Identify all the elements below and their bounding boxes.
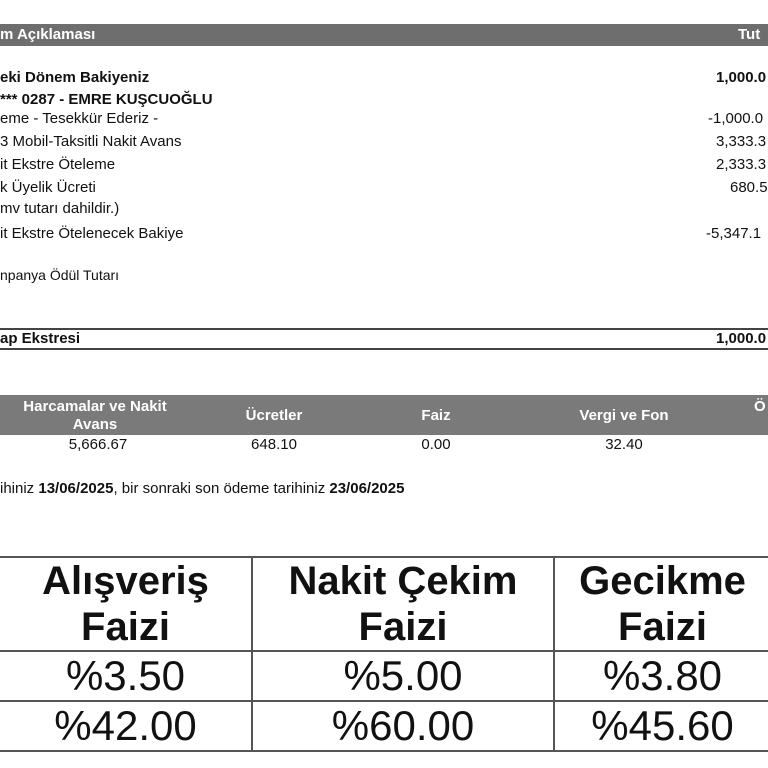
summary-header-cut: Ö — [754, 398, 766, 415]
item-label-deferral: it Ekstre Öteleme — [0, 156, 116, 173]
item-value-deferral: 2,333.3 — [716, 156, 767, 173]
statement-total-label: ap Ekstresi — [0, 330, 81, 347]
item-label-tax-note: mv tutarı dahildir.) — [0, 200, 120, 217]
item-label-deferred-balance: it Ekstre Ötelenecek Bakiye — [0, 225, 184, 242]
total-bottom-rule — [0, 348, 768, 350]
item-value-membership-fee: 680.5 — [730, 179, 768, 196]
rate-monthly-row — [0, 651, 768, 701]
interest-rate-table — [0, 556, 768, 752]
shopping-interest-header: Alışveriş Faizi — [0, 557, 252, 651]
late-interest-header: Gecikme Faizi — [554, 557, 768, 651]
item-label-payment: eme - Tesekkür Ederiz - — [0, 110, 159, 127]
summary-header-bar — [0, 395, 768, 435]
cash-rate-monthly: %5.00 — [252, 651, 554, 701]
summary-header-fees: Ücretler — [245, 407, 303, 424]
item-value-cash-advance: 3,333.3 — [716, 133, 767, 150]
shopping-rate-monthly: %3.50 — [0, 651, 252, 701]
previous-balance-value: 1,000.0 — [716, 69, 767, 86]
due-date-current: 13/06/2025 — [38, 480, 114, 497]
cash-withdrawal-interest-header: Nakit Çekim Faizi — [252, 557, 554, 651]
late-rate-monthly: %3.80 — [554, 651, 768, 701]
statement-header-bar — [0, 24, 768, 46]
item-value-deferred-balance: -5,347.1 — [706, 225, 762, 242]
summary-header-tax: Vergi ve Fon — [579, 407, 669, 424]
due-date-note — [0, 480, 404, 497]
late-rate-yearly: %45.60 — [554, 701, 768, 751]
item-label-membership-fee: k Üyelik Ücreti — [0, 179, 96, 196]
due-note-middle: , bir sonraki son ödeme tarihiniz — [113, 480, 330, 497]
rate-yearly-row — [0, 701, 768, 751]
summary-value-spending: 5,666.67 — [68, 436, 128, 453]
cash-rate-yearly: %60.00 — [252, 701, 554, 751]
statement-total-value: 1,000.0 — [716, 330, 767, 347]
total-top-rule — [0, 328, 768, 330]
amount-column-header: Tut — [738, 26, 761, 43]
rate-header-row — [0, 557, 768, 651]
item-value-payment: -1,000.0 — [708, 110, 764, 127]
due-date-next: 23/06/2025 — [329, 480, 405, 497]
card-holder: *** 0287 - EMRE KUŞCUOĞLU — [0, 91, 213, 108]
summary-header-spending: Harcamalar ve Nakit Avans — [23, 398, 167, 433]
previous-balance-label: eki Dönem Bakiyeniz — [0, 69, 150, 86]
shopping-rate-yearly: %42.00 — [0, 701, 252, 751]
item-label-cash-advance: 3 Mobil-Taksitli Nakit Avans — [0, 133, 182, 150]
summary-value-fees: 648.10 — [251, 436, 297, 453]
description-column-header: m Açıklaması — [0, 26, 96, 43]
summary-header-interest: Faiz — [421, 407, 451, 424]
campaign-reward-label: npanya Ödül Tutarı — [0, 267, 120, 283]
summary-value-interest: 0.00 — [421, 436, 451, 453]
due-note-prefix: ihiniz — [0, 480, 39, 497]
summary-value-tax: 32.40 — [605, 436, 643, 453]
